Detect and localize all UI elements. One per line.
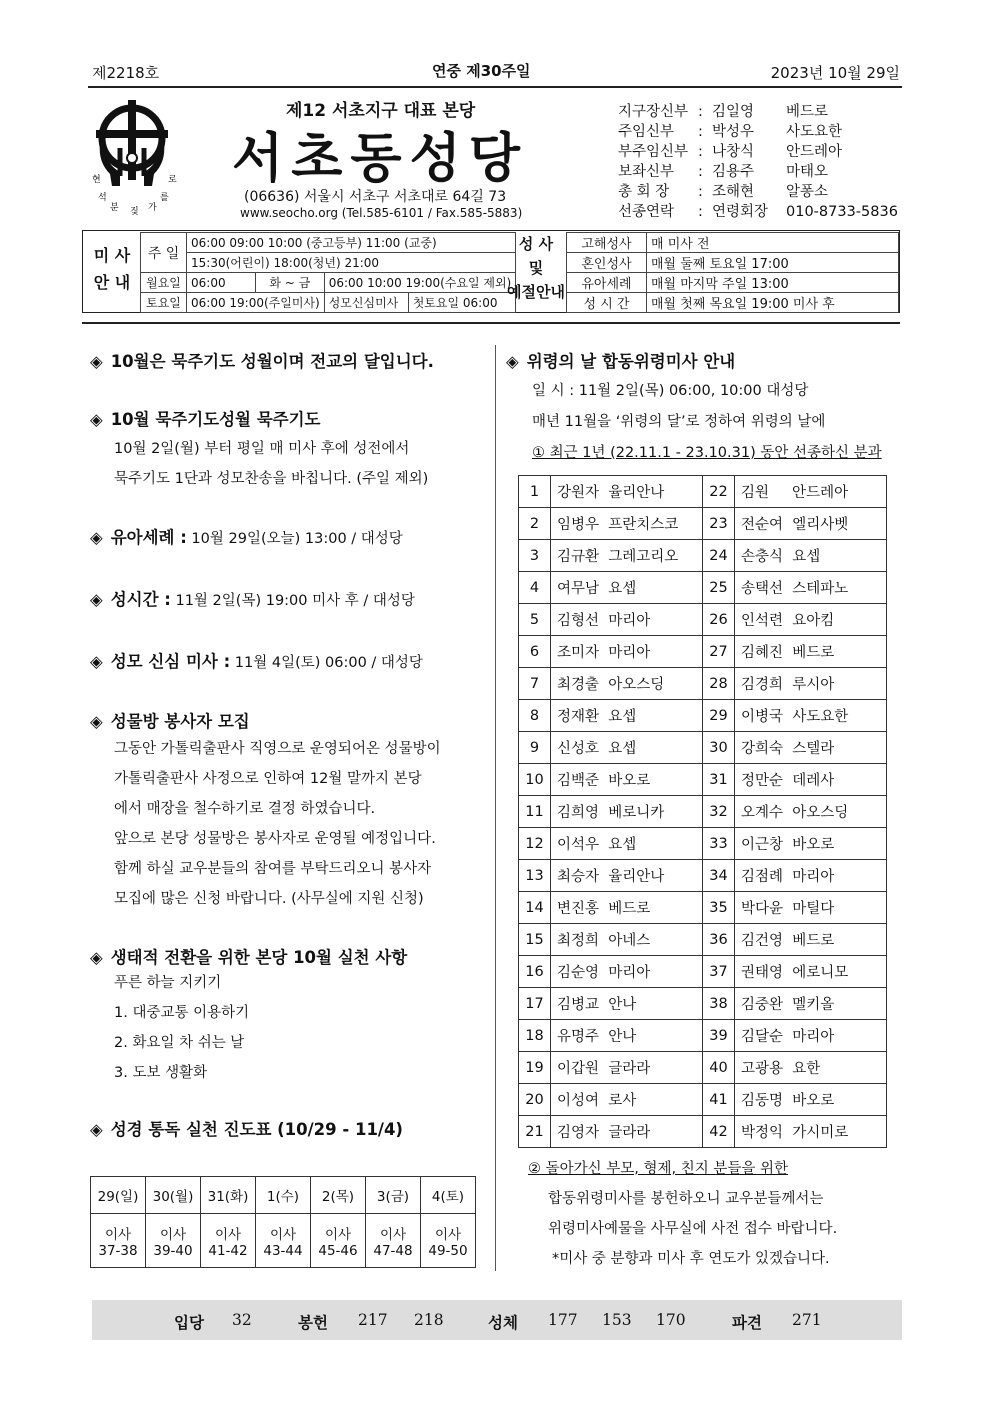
- deceased-name: 이석우 요셉: [551, 828, 703, 860]
- deceased-name: 김병교 안나: [551, 988, 703, 1020]
- row-number: 21: [519, 1116, 551, 1148]
- table-row: [519, 508, 887, 540]
- row-number: 15: [519, 924, 551, 956]
- deceased-name: 정재환 요셉: [551, 700, 703, 732]
- table-row: [519, 796, 887, 828]
- section-marian-mass: ◈ 성모 신심 미사 : 11월 4일(토) 06:00 / 대성당: [90, 652, 423, 671]
- row-number: 42: [703, 1116, 735, 1148]
- row-number: 9: [519, 732, 551, 764]
- deceased-name: 최정희 아네스: [551, 924, 703, 956]
- row-number: 12: [519, 828, 551, 860]
- section-rosary-month: ◈ 10월은 묵주기도 성월이며 전교의 달입니다.: [90, 352, 434, 371]
- row-number: 28: [703, 668, 735, 700]
- dismissal-hymn: 271: [792, 1311, 822, 1329]
- communion-hymn: 177: [548, 1311, 578, 1329]
- deceased-name: 김건영 베드로: [735, 924, 887, 956]
- deceased-name: 강희숙 스텔라: [735, 732, 887, 764]
- table-row: [519, 924, 887, 956]
- deceased-name: 강원자 율리안나: [551, 476, 703, 508]
- row-number: 40: [703, 1052, 735, 1084]
- row-number: 38: [703, 988, 735, 1020]
- bible-day: 1(수): [256, 1177, 311, 1214]
- logo-char: 짖: [130, 207, 139, 216]
- row-number: 6: [519, 636, 551, 668]
- column-divider: [495, 345, 496, 1271]
- table-row: [519, 540, 887, 572]
- row-number: 23: [703, 508, 735, 540]
- row-number: 24: [703, 540, 735, 572]
- section-rosary-prayer: ◈ 10월 묵주기도성월 묵주기도: [90, 410, 321, 429]
- mass-song-bar: [92, 1300, 902, 1340]
- row-number: 32: [703, 796, 735, 828]
- diamond-bullet-icon: ◈: [90, 590, 103, 609]
- all-souls-line: *미사 중 분향과 미사 후 연도가 있겠습니다.: [552, 1251, 830, 1267]
- row-number: 20: [519, 1084, 551, 1116]
- deceased-name: 송택선 스테파노: [735, 572, 887, 604]
- bible-reading-table: [90, 1176, 476, 1268]
- table-row: [519, 828, 887, 860]
- diamond-bullet-icon: ◈: [90, 652, 103, 671]
- staff-row: 보좌신부 : 김용주 마태오: [618, 164, 829, 180]
- bible-chapter: 이사 47-48: [366, 1214, 421, 1268]
- section-holy-hour: ◈ 성시간 : 11월 2일(목) 19:00 미사 후 / 대성당: [90, 590, 415, 609]
- deanery-subtitle: 제12 서초지구 대표 본당: [286, 101, 476, 121]
- deceased-name: 김중완 멜키올: [735, 988, 887, 1020]
- bible-day: 3(금): [366, 1177, 421, 1214]
- bible-chapter: 이사 37-38: [91, 1214, 146, 1268]
- logo-char: 석: [98, 193, 107, 203]
- deceased-name: 김백준 바오로: [551, 764, 703, 796]
- row-number: 19: [519, 1052, 551, 1084]
- deceased-name: 이병국 사도요한: [735, 700, 887, 732]
- staff-row: 선종연락 : 연령회장 010-8733-5836: [618, 204, 898, 220]
- offertory-hymn: 218: [414, 1311, 444, 1329]
- dismissal-label: 파견: [732, 1313, 762, 1332]
- deceased-name: 김동명 바오로: [735, 1084, 887, 1116]
- bible-day: 30(월): [146, 1177, 201, 1214]
- deceased-name: 박정익 가시미로: [735, 1116, 887, 1148]
- deceased-name: 변진홍 베드로: [551, 892, 703, 924]
- table-row: [519, 604, 887, 636]
- logo-char: 분: [110, 203, 119, 213]
- row-number: 16: [519, 956, 551, 988]
- church-website[interactable]: www.seocho.org (Tel.585-6101 / Fax.585-5883): [240, 206, 523, 220]
- table-row: [519, 732, 887, 764]
- logo-char: 로: [168, 175, 177, 185]
- staff-row: 지구장신부 : 김일영 베드로: [618, 104, 829, 120]
- deceased-name: 김경희 루시아: [735, 668, 887, 700]
- row-number: 4: [519, 572, 551, 604]
- section-body: 10월 2일(월) 부터 평일 매 미사 후에 성전에서 묵주기도 1단과 성모찬송을 바칩니다. (주일 제외): [114, 441, 429, 487]
- right-column: [506, 348, 906, 469]
- deceased-name: 신성호 요셉: [551, 732, 703, 764]
- schedule-divider: [82, 322, 900, 324]
- row-number: 3: [519, 540, 551, 572]
- sacrament-label: 성 사 및 예절안내: [507, 235, 565, 301]
- deceased-name: 고광용 요한: [735, 1052, 887, 1084]
- row-number: 13: [519, 860, 551, 892]
- bible-chapter: 이사 45-46: [311, 1214, 366, 1268]
- row-number: 31: [703, 764, 735, 796]
- deceased-name: 최경출 아오스딩: [551, 668, 703, 700]
- staff-list: [618, 102, 898, 222]
- bible-day: 4(토): [421, 1177, 476, 1214]
- row-number: 7: [519, 668, 551, 700]
- table-row: [519, 956, 887, 988]
- issue-date: 2023년 10월 29일: [770, 64, 900, 82]
- diamond-bullet-icon: ◈: [90, 528, 103, 547]
- logo-char: 가: [148, 203, 157, 213]
- bible-day: 31(화): [201, 1177, 256, 1214]
- section-bible-reading: ◈ 성경 통독 실천 진도표 (10/29 - 11/4): [90, 1120, 403, 1139]
- diamond-bullet-icon: ◈: [90, 410, 103, 429]
- row-number: 30: [703, 732, 735, 764]
- entry-hymn: 32: [232, 1311, 252, 1329]
- row-number: 35: [703, 892, 735, 924]
- church-logo: [90, 96, 190, 216]
- section-body: 푸른 하늘 지키기 1. 대중교통 이용하기 2. 화요일 차 쉬는 날 3. 도보 생활화: [114, 975, 250, 1081]
- deceased-name: 김형선 마리아: [551, 604, 703, 636]
- deceased-name: 임병우 프란치스코: [551, 508, 703, 540]
- bible-chapter: 이사 43-44: [256, 1214, 311, 1268]
- deceased-name: 이성여 로사: [551, 1084, 703, 1116]
- table-row: [519, 860, 887, 892]
- deceased-name: 김점례 마리아: [735, 860, 887, 892]
- row-number: 27: [703, 636, 735, 668]
- row-number: 8: [519, 700, 551, 732]
- deceased-name: 이근창 바오로: [735, 828, 887, 860]
- logo-char: 현: [92, 175, 101, 185]
- deceased-table: [518, 475, 887, 1148]
- all-souls-line: 위령미사예물을 사무실에 사전 접수 바랍니다.: [548, 1221, 838, 1237]
- deceased-name: 이갑원 글라라: [551, 1052, 703, 1084]
- mass-schedule-table: 주 일 06:00 09:00 10:00 (중고등부) 11:00 (교중) 15:30(어린이) 18:00(청년) 21:00 월요일 06:00 화 ~ 금 06:00 10:00 19:00(수요일 제외) 토요일 06:00 19:00(주일미사) 성모신심미사 첫토요일 06:00: [140, 232, 516, 313]
- table-row: [519, 668, 887, 700]
- table-row: [519, 700, 887, 732]
- staff-row: 총 회 장 : 조해현 알퐁소: [618, 184, 829, 200]
- deceased-name: 오계수 아오스딩: [735, 796, 887, 828]
- row-number: 34: [703, 860, 735, 892]
- deceased-name: 최승자 율리안나: [551, 860, 703, 892]
- deceased-name: 조미자 마리아: [551, 636, 703, 668]
- section-infant-baptism: ◈ 유아세례 : 10월 29일(오늘) 13:00 / 대성당: [90, 528, 403, 547]
- table-row: [519, 1052, 887, 1084]
- row-number: 22: [703, 476, 735, 508]
- row-number: 2: [519, 508, 551, 540]
- offertory-label: 봉헌: [298, 1313, 328, 1332]
- top-divider: [88, 86, 902, 88]
- sacrament-table: 고해성사 매 미사 전 혼인성사 매월 둘째 토요일 17:00 유아세례 매월 마지막 주일 13:00 성 시 간 매월 첫째 목요일 19:00 미사 후: [566, 232, 899, 313]
- section-body: 그동안 가톨릭출판사 직영으로 운영되어온 성물방이 가톨릭출판사 사정으로 인하여 12월 말까지 본당 에서 매장을 철수하기로 결정 하였습니다. 앞으로 본당 성물방은 봉사자로 운영될 예정입니다. 함께 하실 교우분들의 참여를 부탁드리오니 봉사자 모집에 많은 신청 바랍니다. (사무실에 지원 신청): [114, 741, 441, 907]
- row-number: 26: [703, 604, 735, 636]
- left-column: [90, 348, 490, 1140]
- table-row: [519, 1084, 887, 1116]
- all-souls-line: 합동위령미사를 봉헌하오니 교우분들께서는: [548, 1191, 824, 1207]
- bible-day: 29(일): [91, 1177, 146, 1214]
- church-address: (06636) 서울시 서초구 서초대로 64길 73: [244, 189, 507, 205]
- bible-chapter: 이사 41-42: [201, 1214, 256, 1268]
- table-row: [519, 988, 887, 1020]
- row-number: 36: [703, 924, 735, 956]
- deceased-name: 권태영 에로니모: [735, 956, 887, 988]
- section-ecology: ◈ 생태적 전환을 위한 본당 10월 실천 사항: [90, 948, 408, 967]
- row-number: 41: [703, 1084, 735, 1116]
- deceased-name: 김원 안드레아: [735, 476, 887, 508]
- mass-info-label: 미 사 안 내: [93, 246, 131, 292]
- bible-day: 2(목): [311, 1177, 366, 1214]
- communion-hymn: 153: [602, 1311, 632, 1329]
- diamond-bullet-icon: ◈: [90, 352, 103, 371]
- bible-chapter: 이사 49-50: [421, 1214, 476, 1268]
- deceased-name: 여무남 요셉: [551, 572, 703, 604]
- bible-chapter: 이사 39-40: [146, 1214, 201, 1268]
- deceased-name: 김순영 마리아: [551, 956, 703, 988]
- liturgical-week: 연중 제30주일: [432, 62, 531, 80]
- diamond-bullet-icon: ◈: [90, 712, 103, 731]
- diamond-bullet-icon: ◈: [90, 1120, 103, 1139]
- entry-label: 입당: [174, 1313, 204, 1332]
- all-souls-notes: [528, 1154, 908, 1274]
- staff-row: 주임신부 : 박성우 사도요한: [618, 124, 843, 140]
- row-number: 29: [703, 700, 735, 732]
- deceased-name: 김규환 그레고리오: [551, 540, 703, 572]
- table-row: [519, 764, 887, 796]
- deceased-name: 김영자 글라라: [551, 1116, 703, 1148]
- church-name: 서초동성당: [232, 128, 528, 189]
- all-souls-line: ① 최근 1년 (22.11.1 - 23.10.31) 동안 선종하신 분과: [532, 445, 882, 461]
- table-row: [519, 892, 887, 924]
- logo-char: 를: [160, 193, 169, 203]
- row-number: 25: [703, 572, 735, 604]
- deceased-name: 김혜진 베드로: [735, 636, 887, 668]
- issue-number: 제2218호: [92, 64, 160, 82]
- row-number: 14: [519, 892, 551, 924]
- table-row: [519, 1020, 887, 1052]
- row-number: 1: [519, 476, 551, 508]
- deceased-name: 전순여 엘리사벳: [735, 508, 887, 540]
- all-souls-line: 일 시 : 11월 2일(목) 06:00, 10:00 대성당: [532, 383, 809, 399]
- staff-row: 부주임신부 : 나창식 안드레아: [618, 144, 843, 160]
- table-row: [519, 636, 887, 668]
- section-volunteer-recruit: ◈ 성물방 봉사자 모집: [90, 712, 250, 731]
- deceased-name: 손충식 요셉: [735, 540, 887, 572]
- row-number: 10: [519, 764, 551, 796]
- deceased-name: 박다윤 마틸다: [735, 892, 887, 924]
- row-number: 11: [519, 796, 551, 828]
- diamond-bullet-icon: ◈: [90, 948, 103, 967]
- all-souls-line: 매년 11월을 ‘위령의 달’로 정하여 위령의 날에: [532, 414, 826, 430]
- communion-hymn: 170: [656, 1311, 686, 1329]
- deceased-name: 김달순 마리아: [735, 1020, 887, 1052]
- table-row: [519, 476, 887, 508]
- communion-label: 성체: [488, 1313, 518, 1332]
- table-row: [519, 572, 887, 604]
- row-number: 18: [519, 1020, 551, 1052]
- deceased-name: 인석련 요아킴: [735, 604, 887, 636]
- deceased-name: 김희영 베로니카: [551, 796, 703, 828]
- deceased-name: 정만순 데레사: [735, 764, 887, 796]
- row-number: 5: [519, 604, 551, 636]
- deceased-name: 유명주 안나: [551, 1020, 703, 1052]
- row-number: 33: [703, 828, 735, 860]
- row-number: 37: [703, 956, 735, 988]
- offertory-hymn: 217: [358, 1311, 388, 1329]
- section-all-souls: ◈ 위령의 날 합동위령미사 안내: [506, 352, 736, 371]
- row-number: 17: [519, 988, 551, 1020]
- all-souls-line: ② 돌아가신 부모, 형제, 친지 분들을 위한: [528, 1161, 788, 1177]
- diamond-bullet-icon: ◈: [506, 352, 519, 371]
- row-number: 39: [703, 1020, 735, 1052]
- table-row: [519, 1116, 887, 1148]
